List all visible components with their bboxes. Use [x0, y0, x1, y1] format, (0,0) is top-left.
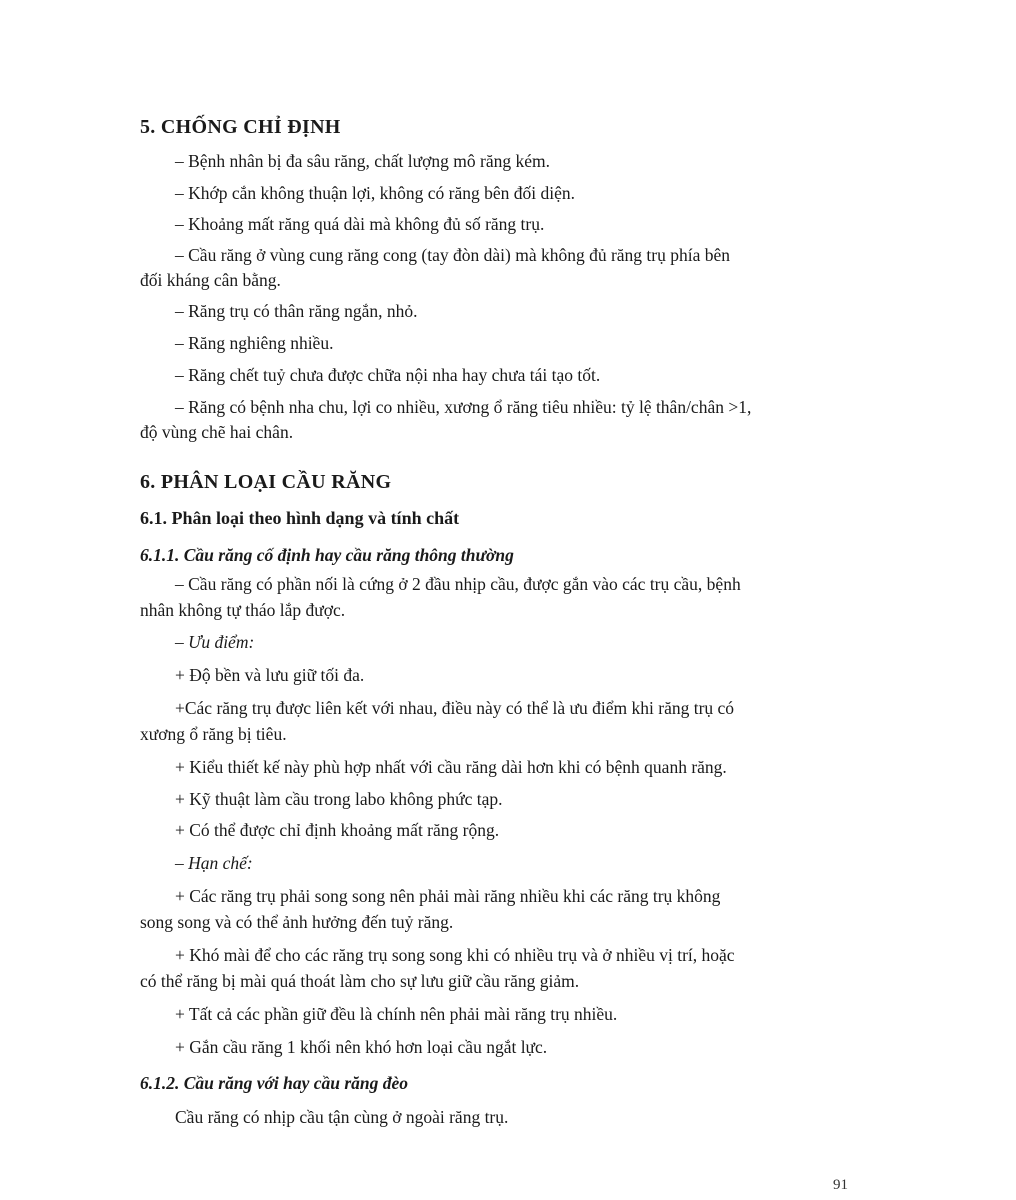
- heading-classification-6-1-2: 6.1.2. Cầu răng với hay cầu răng đèo: [140, 1073, 409, 1093]
- page-number: 91: [833, 1177, 848, 1193]
- limitation-2: + Khó mài để cho các răng trụ song song khi có nhiều trụ và ở nhiều vị trí, hoặc: [175, 945, 735, 965]
- advantage-2-cont: xương ổ răng bị tiêu.: [140, 724, 287, 744]
- contra-line-4-cont: đối kháng cân bằng.: [140, 270, 281, 290]
- heading-classification-6-1: 6.1. Phân loại theo hình dạng và tính chất: [140, 508, 460, 528]
- contra-line-4: – Cầu răng ở vùng cung răng cong (tay đòn dài) mà không đủ răng trụ phía bên: [175, 245, 731, 265]
- contra-line-1: – Bệnh nhân bị đa sâu răng, chất lượng mô răng kém.: [175, 151, 550, 171]
- contra-line-3: – Khoảng mất răng quá dài mà không đủ số răng trụ.: [175, 214, 545, 234]
- contra-line-8-cont: độ vùng chẽ hai chân.: [140, 422, 294, 442]
- contra-line-2: – Khớp cắn không thuận lợi, không có răng bên đối diện.: [175, 183, 576, 203]
- limitation-4: + Gắn cầu răng 1 khối nên khó hơn loại cầu ngắt lực.: [175, 1037, 548, 1057]
- cantilever-line-1: Cầu răng có nhịp cầu tận cùng ở ngoài răng trụ.: [175, 1107, 509, 1127]
- fixed-bridge-line-1: – Cầu răng có phần nối là cứng ở 2 đầu nhịp cầu, được gắn vào các trụ cầu, bệnh: [175, 574, 741, 594]
- heading-classification: 6. PHÂN LOẠI CẦU RĂNG: [140, 471, 392, 493]
- contra-line-5: – Răng trụ có thân răng ngắn, nhỏ.: [175, 301, 418, 321]
- advantage-2: +Các răng trụ được liên kết với nhau, điều này có thể là ưu điểm khi răng trụ có: [175, 698, 735, 718]
- limitation-1: + Các răng trụ phải song song nên phải mài răng nhiều khi các răng trụ không: [175, 886, 721, 906]
- contra-line-8: – Răng có bệnh nha chu, lợi co nhiều, xương ổ răng tiêu nhiều: tỷ lệ thân/chân >1,: [175, 397, 752, 417]
- heading-classification-6-1-1: 6.1.1. Cầu răng cố định hay cầu răng thông thường: [140, 545, 514, 565]
- advantage-5: + Có thể được chỉ định khoảng mất răng rộng.: [175, 820, 500, 840]
- contra-line-7: – Răng chết tuỷ chưa được chữa nội nha hay chưa tái tạo tốt.: [175, 365, 601, 385]
- limitations-label: – Hạn chế:: [175, 853, 253, 873]
- limitation-1-cont: song song và có thể ảnh hưởng đến tuỷ răng.: [140, 912, 454, 932]
- advantages-label: – Ưu điểm:: [175, 632, 255, 652]
- fixed-bridge-line-2: nhân không tự tháo lắp được.: [140, 600, 346, 620]
- advantage-1: + Độ bền và lưu giữ tối đa.: [175, 665, 365, 685]
- advantage-3: + Kiểu thiết kế này phù hợp nhất với cầu răng dài hơn khi có bệnh quanh răng.: [175, 757, 727, 777]
- contra-line-6: – Răng nghiêng nhiều.: [175, 333, 334, 353]
- limitation-2-cont: có thể răng bị mài quá thoát làm cho sự lưu giữ cầu răng giảm.: [140, 971, 580, 991]
- limitation-3: + Tất cả các phần giữ đều là chính nên phải mài răng trụ nhiều.: [175, 1004, 618, 1024]
- heading-contraindications: 5. CHỐNG CHỈ ĐỊNH: [140, 116, 341, 138]
- advantage-4: + Kỹ thuật làm cầu trong labo không phức tạp.: [175, 789, 503, 809]
